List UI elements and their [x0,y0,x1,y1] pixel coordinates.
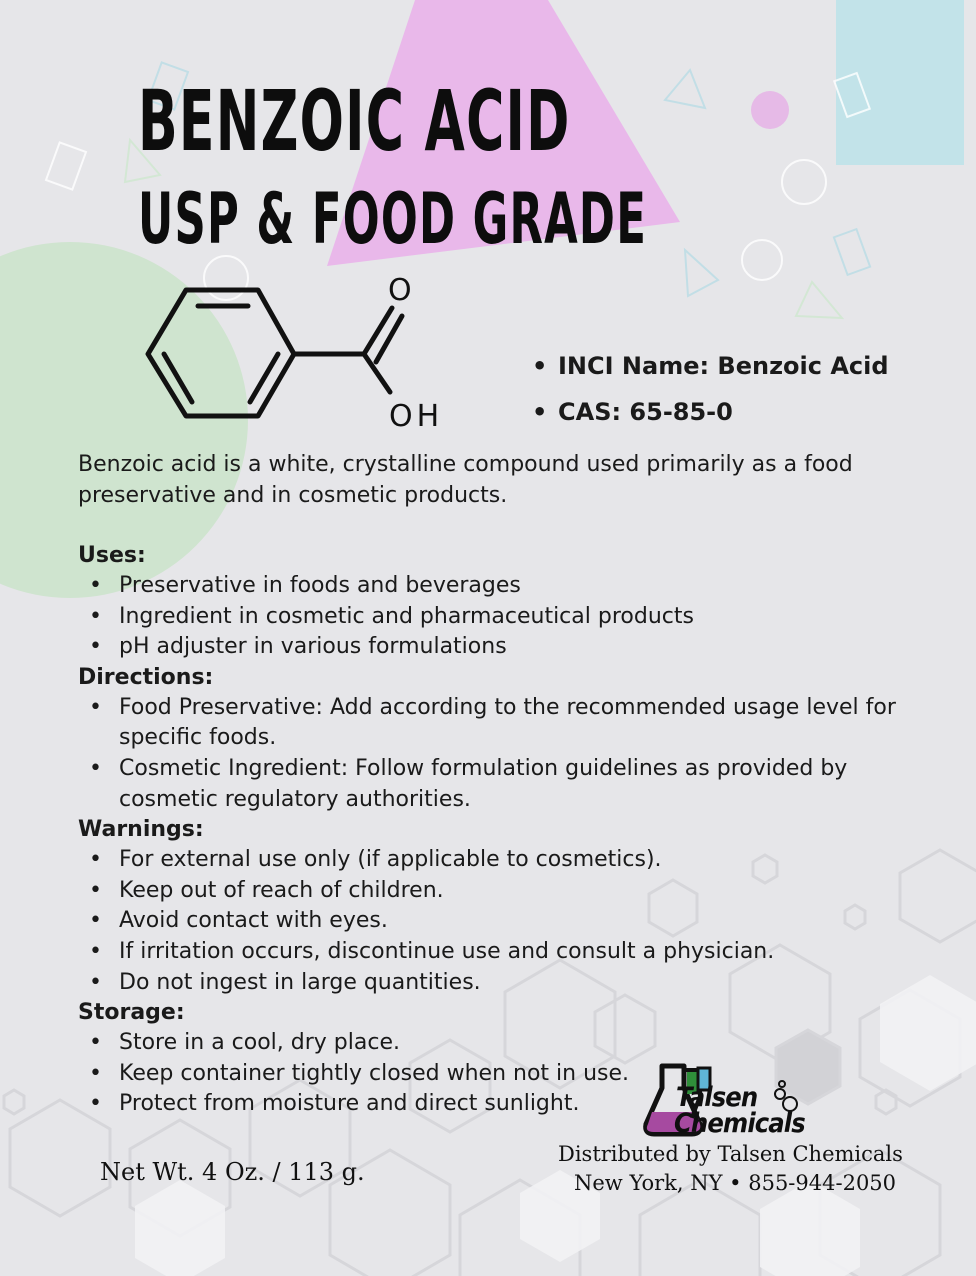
distributor-line: Distributed by Talsen Chemicals [558,1142,903,1166]
list-item: • Cosmetic Ingredient: Follow formulation guidelines as provided by cosmetic regulatory authorities. [78,754,908,815]
section-heading: Uses: [78,543,146,568]
list-item: • If irritation occurs, discontinue use and consult a physician. [78,937,908,968]
brand-name-line1: Talsen [676,1082,758,1113]
list-item: • pH adjuster in various formulations [78,632,908,663]
uses-list [78,571,908,663]
oxygen-label: O [388,273,412,308]
list-item: • Protect from moisture and direct sunlight. [78,1089,908,1120]
directions-section [78,663,908,815]
label-body [78,449,908,1120]
contact-line: New York, NY • 855-944-2050 [574,1171,897,1195]
list-item: • Ingredient in cosmetic and pharmaceutical products [78,602,908,633]
section-heading: Storage: [78,1000,185,1026]
blue-rectangle-shape [836,0,964,165]
list-item: • Store in a cool, dry place. [78,1028,908,1059]
chemical-properties-list [530,345,889,437]
list-item: • Do not ingest in large quantities. [78,968,908,999]
inci-name: • INCI Name: Benzoic Acid [530,345,889,391]
warnings-section [78,815,908,998]
list-item: • Keep container tightly closed when not in use. [78,1059,908,1090]
uses-section [78,541,908,663]
pink-dot-shape [751,91,789,129]
list-item: • Avoid contact with eyes. [78,906,908,937]
list-item: • Preservative in foods and beverages [78,571,908,602]
net-weight: Net Wt. 4 Oz. / 113 g. [100,1158,365,1186]
list-item: • Food Preservative: Add according to the recommended usage level for specific foods. [78,693,908,754]
directions-list [78,693,908,815]
section-heading: Directions: [78,664,214,690]
list-item: • For external use only (if applicable to cosmetics). [78,845,908,876]
benzoic-acid-structure-diagram [140,268,460,438]
benzene-ring [148,290,294,416]
section-heading: Warnings: [78,817,204,843]
product-description: Benzoic acid is a white, crystalline compound used primarily as a food preservative and in cosmetic products. [78,452,853,508]
product-grade: USP & FOOD GRADE [138,178,648,260]
warnings-list [78,845,908,998]
product-title: BENZOIC ACID [138,72,571,170]
cas-number: • CAS: 65-85-0 [530,391,889,437]
hydroxyl-label: OH [389,399,444,434]
brand-name-line2: Chemicals [674,1108,805,1139]
list-item: • Keep out of reach of children. [78,876,908,907]
